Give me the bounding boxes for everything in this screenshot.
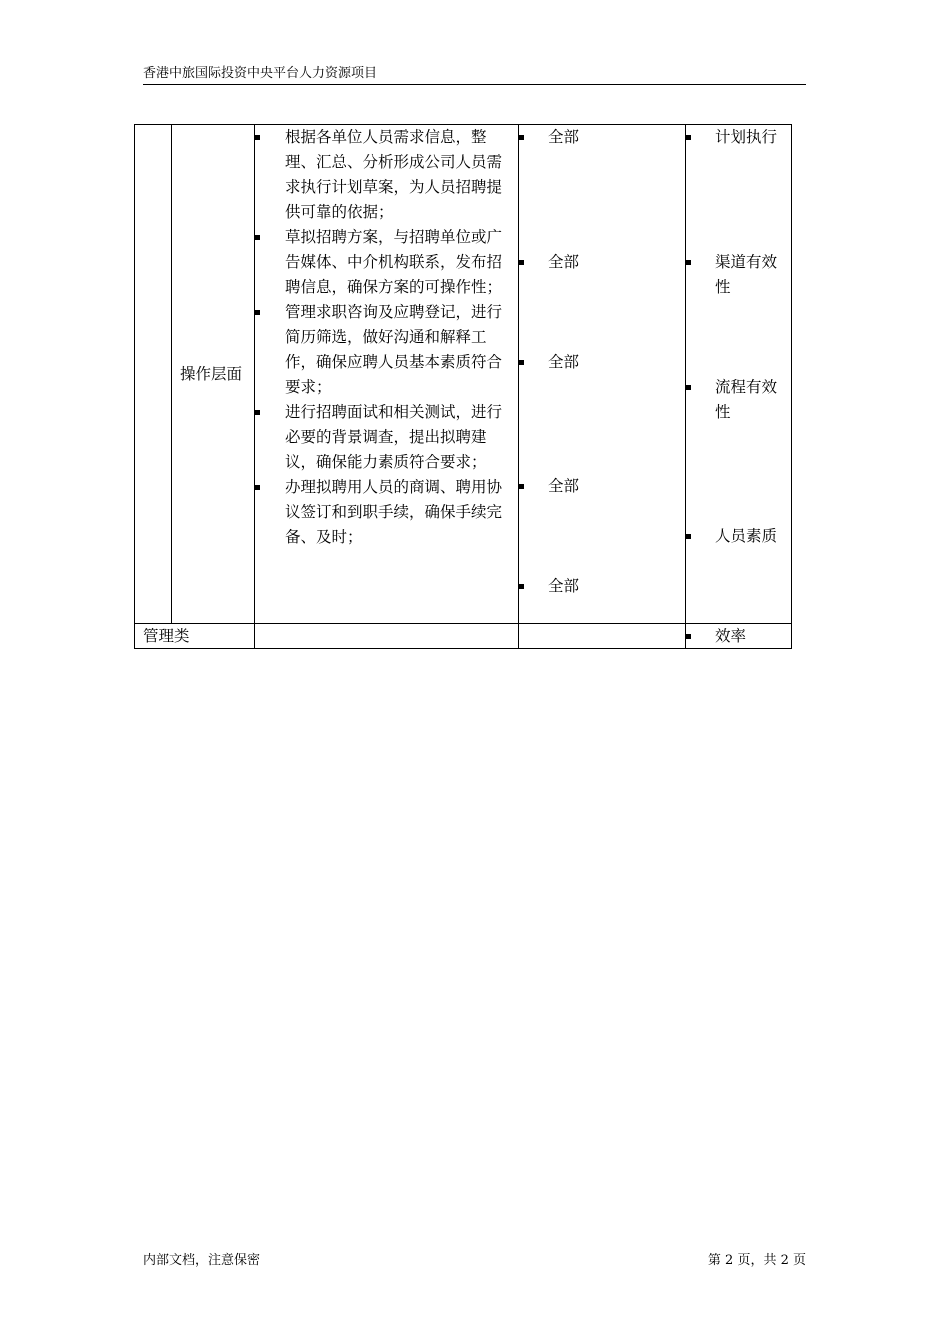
category-cell (135, 624, 255, 649)
list-item: 人员素质 (686, 524, 791, 549)
square-bullet-icon (686, 385, 691, 390)
list-item: 办理拟聘用人员的商调、聘用协议签订和到职手续，确保手续完备、及时； (255, 475, 518, 550)
square-bullet-icon (255, 485, 260, 490)
square-bullet-icon (686, 135, 691, 140)
kpi-list (686, 125, 791, 645)
list-item: 管理求职咨询及应聘登记，进行简历筛选，做好沟通和解释工作，确保应聘人员基本素质符合要求； (255, 300, 518, 400)
duties-list (255, 125, 518, 550)
empty-cell (255, 624, 519, 649)
list-item: 全部 (519, 474, 685, 499)
list-item: 流程有效性 (686, 375, 791, 425)
duties-cell (255, 125, 519, 624)
header-title: 香港中旅国际投资中央平台人力资源项目 (143, 66, 378, 81)
list-item: 全部 (519, 574, 685, 599)
duties-table (134, 124, 792, 649)
scope-list (519, 125, 685, 595)
square-bullet-icon (255, 135, 260, 140)
square-bullet-icon (519, 360, 524, 365)
square-bullet-icon (686, 634, 691, 639)
empty-cell (519, 624, 686, 649)
list-item: 全部 (519, 125, 685, 150)
square-bullet-icon (519, 484, 524, 489)
footer-confidential: 内部文档，注意保密 (143, 1253, 261, 1268)
square-bullet-icon (255, 410, 260, 415)
square-bullet-icon (519, 584, 524, 589)
footer-page-number: 第 2 页，共 2 页 (707, 1253, 806, 1268)
list-item: 计划执行 (686, 125, 791, 150)
square-bullet-icon (686, 260, 691, 265)
sub-level-cell (172, 125, 255, 624)
list-item: 效率 (686, 624, 791, 649)
list-item: 全部 (519, 250, 685, 275)
list-item: 根据各单位人员需求信息，整理、汇总、分析形成公司人员需求执行计划草案，为人员招聘提供可靠的依据； (255, 125, 518, 225)
list-item: 进行招聘面试和相关测试，进行必要的背景调查，提出拟聘建议，确保能力素质符合要求； (255, 400, 518, 475)
square-bullet-icon (519, 260, 524, 265)
sub-level-label: 操作层面 (180, 364, 243, 383)
page-header (143, 66, 806, 85)
scope-cell (519, 125, 686, 624)
category-label: 管理类 (143, 627, 190, 645)
table-row (135, 125, 792, 624)
square-bullet-icon (255, 310, 260, 315)
empty-category-cell (135, 125, 172, 624)
list-item: 全部 (519, 350, 685, 375)
square-bullet-icon (519, 135, 524, 140)
kpi-cell (686, 125, 792, 645)
square-bullet-icon (686, 534, 691, 539)
list-item: 草拟招聘方案，与招聘单位或广告媒体、中介机构联系，发布招聘信息，确保方案的可操作性； (255, 225, 518, 300)
square-bullet-icon (255, 235, 260, 240)
list-item: 渠道有效性 (686, 250, 791, 300)
